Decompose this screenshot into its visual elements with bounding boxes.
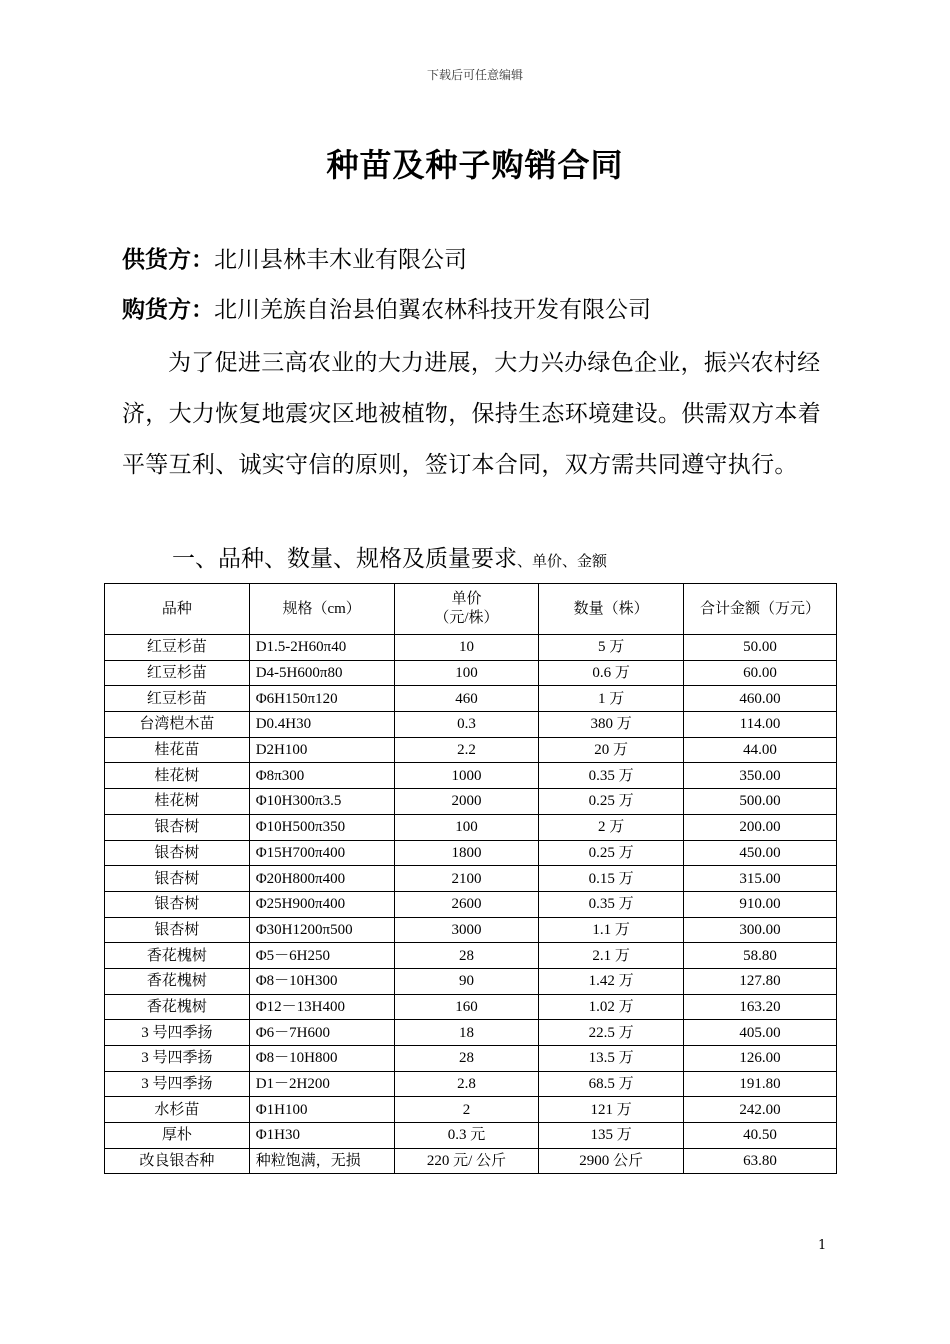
cell-total: 50.00 xyxy=(684,635,837,661)
table-row xyxy=(105,712,837,738)
cell-total: 450.00 xyxy=(684,840,837,866)
cell-total: 500.00 xyxy=(684,789,837,815)
header-total: 合计金额（万元） xyxy=(684,584,837,635)
table-row xyxy=(105,686,837,712)
supplier-line xyxy=(122,244,467,276)
cell-total: 63.80 xyxy=(684,1148,837,1174)
cell-spec: Φ20H800π400 xyxy=(249,866,394,892)
cell-spec: D4-5H600π80 xyxy=(249,660,394,686)
cell-spec: Φ8－10H800 xyxy=(249,1046,394,1072)
header-price-line2: （元/株） xyxy=(434,610,499,626)
cell-price: 100 xyxy=(394,814,539,840)
table-row xyxy=(105,943,837,969)
cell-price: 18 xyxy=(394,1020,539,1046)
table-header-row xyxy=(105,584,837,635)
cell-quantity: 1.42 万 xyxy=(539,968,684,994)
cell-spec: 种粒饱满，无损 xyxy=(249,1148,394,1174)
cell-spec: Φ1H30 xyxy=(249,1123,394,1149)
cell-quantity: 1 万 xyxy=(539,686,684,712)
cell-spec: D1－2H200 xyxy=(249,1071,394,1097)
cell-spec: D1.5-2H60π40 xyxy=(249,635,394,661)
cell-quantity: 5 万 xyxy=(539,635,684,661)
cell-price: 2.8 xyxy=(394,1071,539,1097)
cell-spec: Φ6－7H600 xyxy=(249,1020,394,1046)
cell-price: 90 xyxy=(394,968,539,994)
cell-price: 2.2 xyxy=(394,737,539,763)
cell-total: 460.00 xyxy=(684,686,837,712)
cell-price: 2 xyxy=(394,1097,539,1123)
cell-total: 191.80 xyxy=(684,1071,837,1097)
cell-variety: 桂花树 xyxy=(105,763,250,789)
cell-spec: Φ1H100 xyxy=(249,1097,394,1123)
cell-quantity: 0.35 万 xyxy=(539,891,684,917)
supplier-value: 北川县林丰木业有限公司 xyxy=(214,247,467,273)
cell-price: 460 xyxy=(394,686,539,712)
cell-spec: Φ12－13H400 xyxy=(249,994,394,1020)
cell-total: 127.80 xyxy=(684,968,837,994)
cell-quantity: 13.5 万 xyxy=(539,1046,684,1072)
cell-variety: 银杏树 xyxy=(105,814,250,840)
header-price xyxy=(394,584,539,635)
table-row xyxy=(105,635,837,661)
cell-quantity: 1.02 万 xyxy=(539,994,684,1020)
cell-quantity: 68.5 万 xyxy=(539,1071,684,1097)
cell-total: 60.00 xyxy=(684,660,837,686)
cell-variety: 3 号四季扬 xyxy=(105,1071,250,1097)
table-row xyxy=(105,814,837,840)
table-row xyxy=(105,1071,837,1097)
cell-variety: 香花槐树 xyxy=(105,968,250,994)
cell-variety: 3 号四季扬 xyxy=(105,1046,250,1072)
table-row xyxy=(105,866,837,892)
cell-price: 220 元/ 公斤 xyxy=(394,1148,539,1174)
cell-quantity: 0.6 万 xyxy=(539,660,684,686)
cell-spec: Φ10H500π350 xyxy=(249,814,394,840)
document-title: 种苗及种子购销合同 xyxy=(326,146,624,184)
header-quantity: 数量（株） xyxy=(539,584,684,635)
cell-variety: 红豆杉苗 xyxy=(105,686,250,712)
cell-total: 910.00 xyxy=(684,891,837,917)
table-row xyxy=(105,1123,837,1149)
cell-spec: Φ8π300 xyxy=(249,763,394,789)
cell-variety: 水杉苗 xyxy=(105,1097,250,1123)
cell-spec: Φ6H150π120 xyxy=(249,686,394,712)
table-row xyxy=(105,968,837,994)
items-table xyxy=(104,583,837,1174)
table-row xyxy=(105,789,837,815)
cell-quantity: 2 万 xyxy=(539,814,684,840)
table-row xyxy=(105,917,837,943)
section-heading-small: 、单价、金额 xyxy=(517,552,608,570)
cell-total: 315.00 xyxy=(684,866,837,892)
header-spec: 规格（cm） xyxy=(249,584,394,635)
cell-quantity: 0.25 万 xyxy=(539,840,684,866)
cell-total: 300.00 xyxy=(684,917,837,943)
cell-price: 10 xyxy=(394,635,539,661)
cell-price: 3000 xyxy=(394,917,539,943)
cell-variety: 香花槐树 xyxy=(105,943,250,969)
cell-price: 1800 xyxy=(394,840,539,866)
page-number: 1 xyxy=(818,1238,827,1253)
cell-total: 126.00 xyxy=(684,1046,837,1072)
cell-variety: 银杏树 xyxy=(105,866,250,892)
cell-variety: 香花槐树 xyxy=(105,994,250,1020)
cell-quantity: 380 万 xyxy=(539,712,684,738)
table-row xyxy=(105,1046,837,1072)
cell-price: 2100 xyxy=(394,866,539,892)
cell-total: 405.00 xyxy=(684,1020,837,1046)
cell-spec: Φ10H300π3.5 xyxy=(249,789,394,815)
cell-total: 200.00 xyxy=(684,814,837,840)
cell-price: 0.3 xyxy=(394,712,539,738)
cell-variety: 厚朴 xyxy=(105,1123,250,1149)
cell-spec: Φ5－6H250 xyxy=(249,943,394,969)
buyer-line xyxy=(122,294,651,326)
cell-quantity: 0.25 万 xyxy=(539,789,684,815)
cell-total: 40.50 xyxy=(684,1123,837,1149)
table-row xyxy=(105,994,837,1020)
table-row xyxy=(105,737,837,763)
cell-variety: 桂花树 xyxy=(105,789,250,815)
table-row xyxy=(105,763,837,789)
cell-variety: 银杏树 xyxy=(105,840,250,866)
cell-variety: 3 号四季扬 xyxy=(105,1020,250,1046)
supplier-label: 供货方： xyxy=(122,246,214,273)
cell-quantity: 121 万 xyxy=(539,1097,684,1123)
cell-spec: Φ8－10H300 xyxy=(249,968,394,994)
cell-spec: D0.4H30 xyxy=(249,712,394,738)
cell-total: 350.00 xyxy=(684,763,837,789)
cell-price: 2000 xyxy=(394,789,539,815)
cell-total: 114.00 xyxy=(684,712,837,738)
cell-variety: 桂花苗 xyxy=(105,737,250,763)
header-note: 下载后可任意编辑 xyxy=(426,68,523,82)
cell-quantity: 2.1 万 xyxy=(539,943,684,969)
intro-paragraph: 为了促进三高农业的大力进展，大力兴办绿色企业，振兴农村经济，大力恢复地震灾区地被植物，保持生态环境建设。供需双方本着平等互利、诚实守信的原则，签订本合同，双方需共同遵守执行。 xyxy=(122,350,821,478)
cell-variety: 台湾桤木苗 xyxy=(105,712,250,738)
cell-total: 58.80 xyxy=(684,943,837,969)
cell-quantity: 22.5 万 xyxy=(539,1020,684,1046)
cell-total: 242.00 xyxy=(684,1097,837,1123)
buyer-label: 购货方： xyxy=(122,296,214,323)
cell-variety: 银杏树 xyxy=(105,917,250,943)
section-heading xyxy=(172,543,607,577)
cell-variety: 红豆杉苗 xyxy=(105,635,250,661)
table-row xyxy=(105,1148,837,1174)
table-row xyxy=(105,660,837,686)
cell-spec: Φ15H700π400 xyxy=(249,840,394,866)
cell-quantity: 0.15 万 xyxy=(539,866,684,892)
cell-price: 2600 xyxy=(394,891,539,917)
cell-quantity: 20 万 xyxy=(539,737,684,763)
cell-quantity: 0.35 万 xyxy=(539,763,684,789)
cell-spec: Φ30H1200π500 xyxy=(249,917,394,943)
header-price-line1: 单价 xyxy=(451,591,482,607)
buyer-value: 北川羌族自治县伯翼农林科技开发有限公司 xyxy=(214,297,651,323)
cell-spec: Φ25H900π400 xyxy=(249,891,394,917)
cell-quantity: 1.1 万 xyxy=(539,917,684,943)
table-row xyxy=(105,1097,837,1123)
cell-price: 160 xyxy=(394,994,539,1020)
cell-total: 163.20 xyxy=(684,994,837,1020)
table-row xyxy=(105,840,837,866)
table-body xyxy=(105,635,837,1174)
cell-price: 100 xyxy=(394,660,539,686)
cell-variety: 改良银杏种 xyxy=(105,1148,250,1174)
cell-quantity: 2900 公斤 xyxy=(539,1148,684,1174)
cell-price: 28 xyxy=(394,1046,539,1072)
table-row xyxy=(105,1020,837,1046)
table-row xyxy=(105,891,837,917)
header-variety: 品种 xyxy=(105,584,250,635)
cell-quantity: 135 万 xyxy=(539,1123,684,1149)
cell-total: 44.00 xyxy=(684,737,837,763)
cell-variety: 银杏树 xyxy=(105,891,250,917)
cell-price: 28 xyxy=(394,943,539,969)
cell-variety: 红豆杉苗 xyxy=(105,660,250,686)
cell-spec: D2H100 xyxy=(249,737,394,763)
cell-price: 0.3 元 xyxy=(394,1123,539,1149)
cell-price: 1000 xyxy=(394,763,539,789)
section-heading-main: 一、品种、数量、规格及质量要求 xyxy=(172,546,517,572)
